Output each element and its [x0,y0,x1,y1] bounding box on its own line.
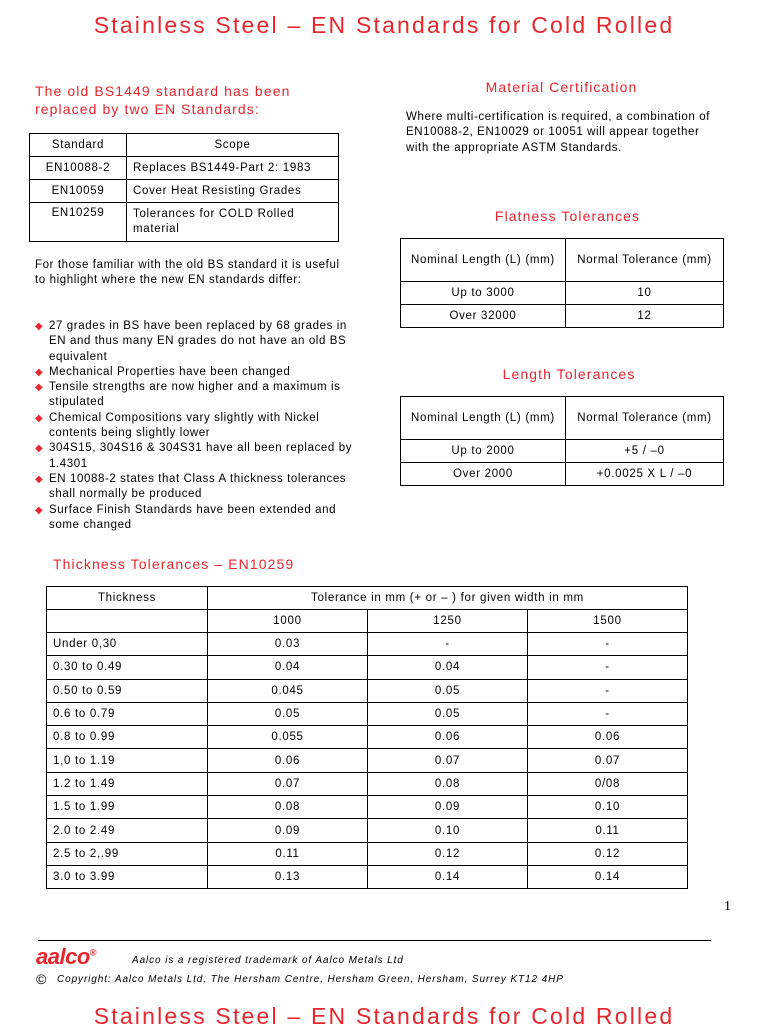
flatness-table [400,238,724,328]
copyright-text: Copyright: Aalco Metals Ltd, The Hersham Centre, Hersham Green, Hersham, Surrey KT12 4HP [57,974,564,985]
list-item: ◆ 304S15, 304S16 & 304S31 have all been replaced by 1.4301 [35,442,353,470]
table-row [47,726,688,749]
tolerance-header: Tolerance in mm (+ or – ) for given width in mm [208,587,688,610]
table-row [47,865,688,888]
tolerance-cell: 0.14 [368,865,528,888]
diamond-bullet-icon: ◆ [35,412,44,424]
tolerance-cell: +5 / –0 [566,440,724,463]
differences-list [35,319,360,533]
tolerance-cell: 0.05 [368,702,528,725]
tolerance-cell: - [528,633,688,656]
empty-cell [47,610,208,633]
diamond-bullet-icon: ◆ [35,382,44,394]
tolerance-cell: - [528,679,688,702]
copyright-icon: © [36,971,48,987]
standard-cell: EN10088-2 [30,157,127,180]
standard-cell: EN10259 [30,203,127,242]
diamond-bullet-icon: ◆ [35,504,44,516]
table-row [47,796,688,819]
thickness-cell: 2.0 to 2.49 [47,819,208,842]
tolerance-cell: 0.10 [528,796,688,819]
tolerance-cell: - [528,656,688,679]
thickness-cell: 1.5 to 1.99 [47,796,208,819]
table-row [47,842,688,865]
tolerance-cell: 0.05 [368,679,528,702]
list-item: ◆ Chemical Compositions vary slightly with Nickel contents being slightly lower [35,411,320,440]
list-item: ◆ Mechanical Properties have been changed [35,365,360,380]
thickness-cell: 0.30 to 0.49 [47,656,208,679]
tolerance-cell: - [368,633,528,656]
width-1000-header: 1000 [208,610,368,633]
tolerance-cell: - [528,702,688,725]
length-cell: Over 32000 [401,305,566,328]
table-row [47,819,688,842]
flatness-header-length: Nominal Length (L) (mm) [401,239,566,282]
table-row [47,702,688,725]
tolerance-cell: 0.09 [208,819,368,842]
intro-heading: The old BS1449 standard has been replaced by two EN Standards: [35,83,291,117]
diamond-bullet-icon: ◆ [35,443,44,455]
table-row [30,157,339,180]
next-page-title: Stainless Steel – EN Standards for Cold Rolled [93,1003,675,1029]
length-header-tolerance: Normal Tolerance (mm) [566,397,724,440]
length-cell: Up to 3000 [401,282,566,305]
table-row [401,305,724,328]
standards-table [29,133,339,242]
certification-heading: Material Certification [485,79,638,95]
trademark-note: Aalco is a registered trademark of Aalco Metals Ltd [132,955,404,966]
tolerance-cell: 0.03 [208,633,368,656]
list-item: ◆ Surface Finish Standards have been extended and some changed [35,503,337,531]
tolerance-cell: 0.04 [368,656,528,679]
table-row [30,180,339,203]
tolerance-cell: 0.12 [528,842,688,865]
length-table [400,396,724,486]
standards-header-standard: Standard [30,134,127,157]
tolerance-cell: 0.13 [208,865,368,888]
thickness-header: Thickness [47,587,208,610]
list-item: ◆ EN 10088-2 states that Class A thickness tolerances shall normally be produced [35,472,347,501]
diamond-bullet-icon: ◆ [35,321,44,332]
tolerance-cell: 0.08 [368,772,528,795]
tolerance-cell: 0.09 [368,796,528,819]
tolerance-cell: 0.07 [528,749,688,772]
table-row [47,772,688,795]
thickness-cell: 0.6 to 0.79 [47,702,208,725]
width-1500-header: 1500 [528,610,688,633]
aalco-logo: aalco® [36,944,96,969]
length-cell: Up to 2000 [401,440,566,463]
tolerance-cell: +0.0025 X L / –0 [566,463,724,486]
intro-paragraph: For those familiar with the old BS standard it is useful to highlight where the new EN standards differ: [35,259,340,287]
length-heading: Length Tolerances [502,366,636,382]
thickness-cell: 1,0 to 1.19 [47,749,208,772]
tolerance-cell: 0.045 [208,679,368,702]
tolerance-cell: 0.07 [208,772,368,795]
thickness-cell: Under 0,30 [47,633,208,656]
table-row [47,749,688,772]
diamond-bullet-icon: ◆ [35,473,44,485]
tolerance-cell: 0.055 [208,726,368,749]
certification-text: Where multi-certification is required, a combination of EN10088-2, EN10029 or 10051 will appear together with the appropriate ASTM Standards. [406,111,711,154]
table-row [401,282,724,305]
tolerance-cell: 12 [566,305,724,328]
thickness-cell: 1.2 to 1.49 [47,772,208,795]
length-cell: Over 2000 [401,463,566,486]
tolerance-cell: 0.10 [368,819,528,842]
tolerance-cell: 0.06 [368,726,528,749]
standard-cell: EN10059 [30,180,127,203]
tolerance-cell: 0.14 [528,865,688,888]
scope-cell: Cover Heat Resisting Grades [127,180,339,203]
tolerance-cell: 0/08 [528,772,688,795]
list-item: ◆ Tensile strengths are now higher and a maximum is stipulated [35,381,341,409]
table-row [401,463,724,486]
scope-cell: Tolerances for COLD Rolled material [127,203,339,242]
thickness-cell: 0.8 to 0.99 [47,726,208,749]
tolerance-cell: 0.12 [368,842,528,865]
thickness-cell: 0.50 to 0.59 [47,679,208,702]
footer-divider [38,940,711,941]
tolerance-cell: 0.11 [208,842,368,865]
thickness-cell: 3.0 to 3.99 [47,865,208,888]
tolerance-cell: 0.05 [208,702,368,725]
standards-header-scope: Scope [127,134,339,157]
thickness-cell: 2.5 to 2,.99 [47,842,208,865]
tolerance-cell: 0.04 [208,656,368,679]
width-1250-header: 1250 [368,610,528,633]
tolerance-cell: 0.07 [368,749,528,772]
flatness-header-tolerance: Normal Tolerance (mm) [566,239,724,282]
table-row [47,656,688,679]
table-row [30,203,339,242]
length-header-length: Nominal Length (L) (mm) [401,397,566,440]
thickness-table [46,586,688,889]
list-item: ◆ 27 grades in BS have been replaced by 68 grades in EN and thus many EN grades do not have an old BS equivalent [35,320,347,363]
scope-cell: Replaces BS1449-Part 2: 1983 [127,157,339,180]
tolerance-cell: 0.06 [528,726,688,749]
tolerance-cell: 0.11 [528,819,688,842]
flatness-heading: Flatness Tolerances [494,208,641,224]
table-row [47,633,688,656]
tolerance-cell: 0.06 [208,749,368,772]
table-row [401,440,724,463]
page-number: 1 [724,899,731,914]
diamond-bullet-icon: ◆ [35,366,44,378]
table-row [47,679,688,702]
tolerance-cell: 0.08 [208,796,368,819]
page-title: Stainless Steel – EN Standards for Cold Rolled [93,12,675,38]
tolerance-cell: 10 [566,282,724,305]
thickness-heading: Thickness Tolerances – EN10259 [53,556,295,572]
